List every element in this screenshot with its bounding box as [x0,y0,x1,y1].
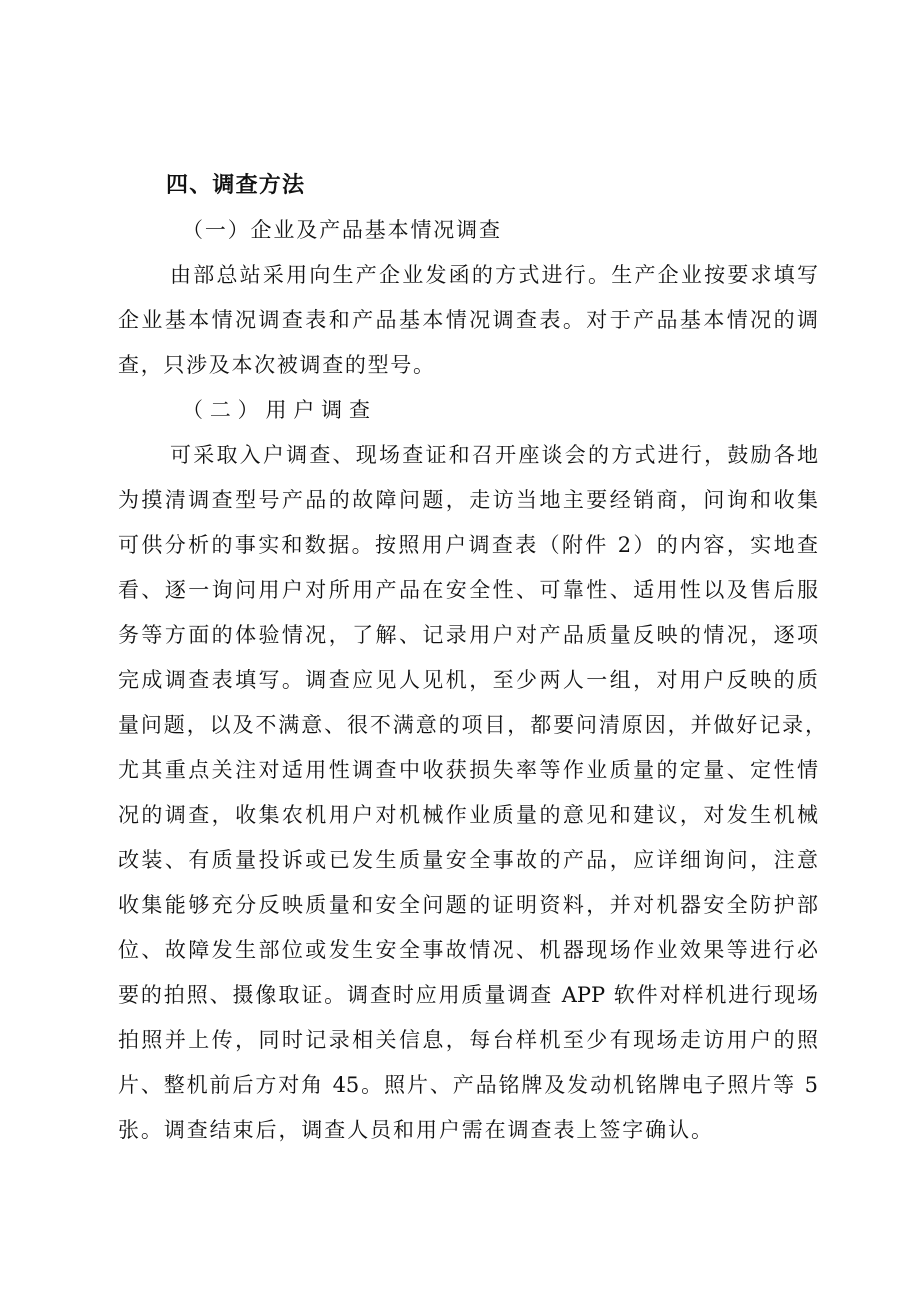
paragraph-line [0,433,920,477]
paragraph-line-text: 企业基本情况调查表和产品基本情况调查表。对于产品基本情况的调 [118,308,818,332]
paragraph-line [0,928,920,972]
paragraph-line [0,343,920,387]
paragraph-line [0,748,920,792]
paragraph-line-text: 看、逐一询问用户对所用产品在安全性、可靠性、适用性以及售后服 [118,578,818,602]
paragraph-line [0,1108,920,1152]
paragraph-line-text: 查，只涉及本次被调查的型号。 [118,353,434,377]
paragraph-line-text: 可采取入户调查、现场查证和召开座谈会的方式进行，鼓励各地 [170,443,818,467]
paragraph-line-text: 完成调查表填写。调查应见人见机，至少两人一组，对用户反映的质 [118,668,818,692]
paragraph-line-text: 位、故障发生部位或发生安全事故情况、机器现场作业效果等进行必 [118,938,818,962]
paragraph-line [0,973,920,1017]
paragraph-line-text: 务等方面的体验情况，了解、记录用户对产品质量反映的情况，逐项 [118,623,818,647]
subsection-2-title [0,388,920,432]
subsection-2-title-text: （二）用户调查 [182,398,370,422]
paragraph-line [0,253,920,297]
paragraph-line [0,1063,920,1107]
paragraph-line [0,793,920,837]
paragraph-line-text: 由部总站采用向生产企业发函的方式进行。生产企业按要求填写 [170,263,818,287]
paragraph-line-text: 拍照并上传，同时记录相关信息，每台样机至少有现场走访用户的照 [118,1028,818,1052]
paragraph-line-text: 张。调查结束后，调查人员和用户需在调查表上签字确认。 [118,1118,712,1142]
paragraph-line [0,1018,920,1062]
paragraph-line-text: 尤其重点关注对适用性调查中收获损失率等作业质量的定量、定性情 [118,758,818,782]
paragraph-line [0,298,920,342]
paragraph-line-text: 片、整机前后方对角 45。照片、产品铭牌及发动机铭牌电子照片等 5 [118,1073,818,1097]
paragraph-line [0,703,920,747]
paragraph-line-text: 改装、有质量投诉或已发生质量安全事故的产品，应详细询问，注意 [118,848,818,872]
subsection-1-title [0,208,920,252]
paragraph-line [0,478,920,522]
section-heading-text: 四、调查方法 [166,173,304,198]
section-heading [0,164,920,208]
paragraph-line [0,838,920,882]
paragraph-line [0,883,920,927]
paragraph-line-text: 可供分析的事实和数据。按照用户调查表（附件 2）的内容，实地查 [118,533,818,557]
paragraph-line-text: 量问题，以及不满意、很不满意的项目，都要问清原因，并做好记录， [118,713,826,737]
paragraph-line [0,568,920,612]
paragraph-line-text: 况的调查，收集农机用户对机械作业质量的意见和建议，对发生机械 [118,803,818,827]
paragraph-line [0,658,920,702]
paragraph-line-text: 要的拍照、摄像取证。调查时应用质量调查 APP 软件对样机进行现场 [118,983,818,1007]
subsection-1-title-text: （一）企业及产品基本情况调查 [182,218,500,242]
paragraph-line [0,613,920,657]
paragraph-line-text: 收集能够充分反映质量和安全问题的证明资料，并对机器安全防护部 [118,893,818,917]
paragraph-line [0,523,920,567]
paragraph-line-text: 为摸清调查型号产品的故障问题，走访当地主要经销商，问询和收集 [118,488,818,512]
